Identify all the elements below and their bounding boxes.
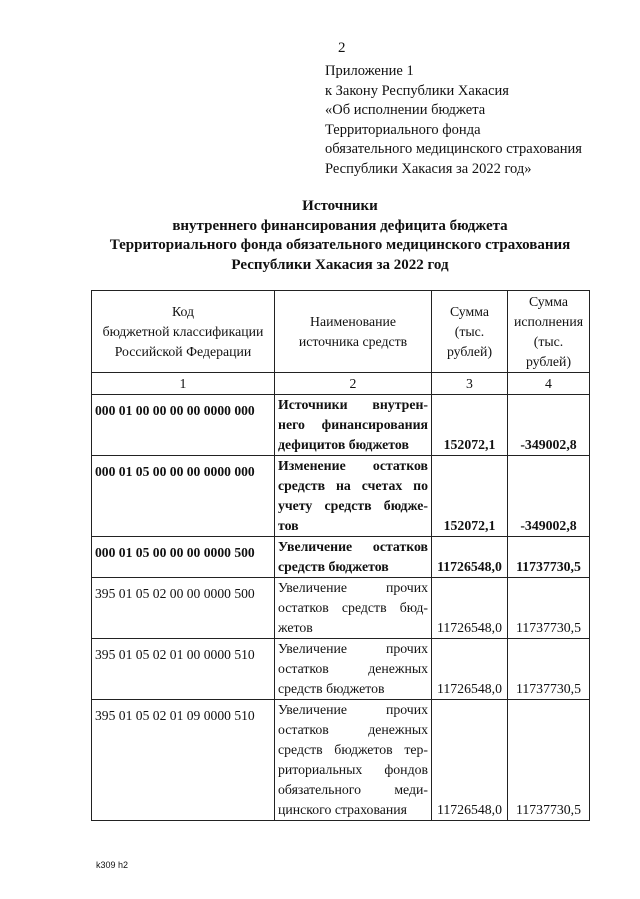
row-sum: 11726548,0 [432,537,508,578]
column-number: 4 [508,373,590,395]
row-name-line: жетов [278,620,313,635]
row-name [275,639,432,700]
table-row [92,456,590,537]
appendix-line: Приложение 1 [325,63,414,79]
document-title [80,197,600,275]
appendix-line: обязательного медицинского страхования [325,141,582,158]
sources-table [91,290,590,821]
row-sum: 11726548,0 [432,639,508,700]
title-line: Источники [302,198,378,214]
row-name-line: учету средств бюдже- [278,498,428,513]
row-name-line: остатков денежных [278,661,428,676]
row-execution: 11737730,5 [508,700,590,821]
row-name-line: остатков денежных [278,722,428,737]
row-name-line: Увеличение остатков [278,539,428,554]
row-code: 395 01 05 02 01 00 0000 510 [92,639,275,700]
row-name [275,578,432,639]
footer-code: k309 h2 [96,860,129,870]
row-code: 000 01 05 00 00 00 0000 500 [92,537,275,578]
row-name-line: обязательного меди- [278,782,428,797]
row-sum: 11726548,0 [432,700,508,821]
row-name [275,537,432,578]
row-name-line: Увеличение прочих [278,702,428,717]
row-name-line: Изменение остатков [278,458,428,473]
header-execution: Сумма исполнения (тыс. рублей) [508,291,590,373]
row-sum: 152072,1 [432,456,508,537]
row-name-line: Увеличение прочих [278,641,428,656]
header-name: Наименование источника средств [275,291,432,373]
row-code: 000 01 00 00 00 00 0000 000 [92,395,275,456]
row-execution: 11737730,5 [508,537,590,578]
row-name-line: дефицитов бюджетов [278,437,409,452]
column-number: 3 [432,373,508,395]
row-code: 000 01 05 00 00 00 0000 000 [92,456,275,537]
row-code: 395 01 05 02 01 09 0000 510 [92,700,275,821]
row-sum: 152072,1 [432,395,508,456]
column-number-row [92,373,590,395]
row-name-line: Увеличение прочих [278,580,428,595]
title-line: Республики Хакасия за 2022 год [231,256,449,273]
title-line: внутреннего финансирования дефицита бюджета [172,217,508,234]
table-row [92,395,590,456]
row-name-line: тов [278,518,299,533]
row-name-line: средств бюджетов тер- [278,742,428,757]
header-row [92,291,590,373]
header-sum: Сумма (тыс. рублей) [432,291,508,373]
table-row [92,578,590,639]
appendix-line: Территориального фонда [325,121,481,138]
row-name [275,456,432,537]
table-row [92,700,590,821]
row-execution: 11737730,5 [508,639,590,700]
column-number: 2 [275,373,432,395]
row-code: 395 01 05 02 00 00 0000 500 [92,578,275,639]
row-name-line: Источники внутрен- [278,397,428,412]
row-sum: 11726548,0 [432,578,508,639]
page-number: 2 [338,40,346,56]
appendix-line: к Закону Республики Хакасия [325,82,509,99]
row-name-line: средств на счетах по [278,478,428,493]
header-code: Код бюджетной классификации Российской Федерации [92,291,275,373]
row-execution: -349002,8 [508,395,590,456]
row-name-line: риториальных фондов [278,762,428,777]
title-line: Территориального фонда обязательного медицинского страхования [109,237,571,254]
row-name-line: средств бюджетов [278,559,389,574]
row-execution: 11737730,5 [508,578,590,639]
appendix-line: «Об исполнении бюджета [325,102,486,119]
column-number: 1 [92,373,275,395]
row-execution: -349002,8 [508,456,590,537]
row-name-line: цинского страхования [278,802,408,817]
row-name-line: средств бюджетов [278,681,385,696]
appendix-line: Республики Хакасия за 2022 год» [325,160,532,177]
appendix-header [325,62,582,180]
row-name-line: остатков средств бюд- [278,600,428,615]
row-name [275,700,432,821]
table-row [92,639,590,700]
row-name-line: него финансирования [278,417,428,432]
table-row [92,537,590,578]
row-name [275,395,432,456]
